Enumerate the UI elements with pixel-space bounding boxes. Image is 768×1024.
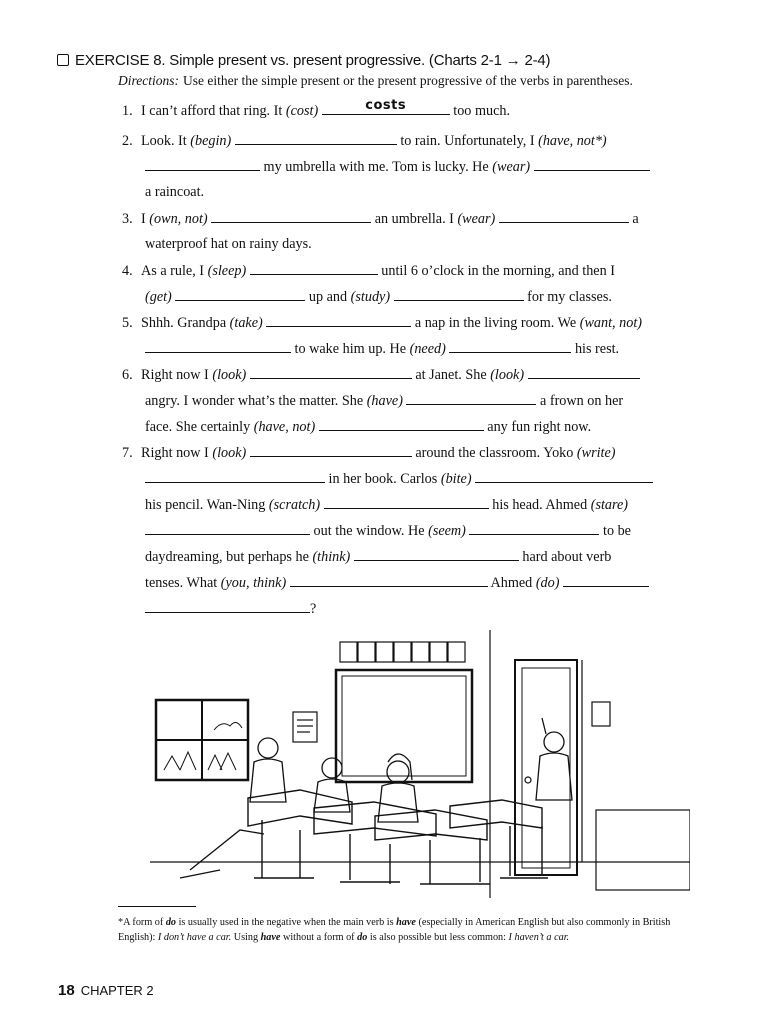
item-5-line-2: to wake him up. He (need) his rest.: [145, 340, 619, 358]
item-7-line-5: daydreaming, but perhaps he (think) hard about verb: [145, 549, 612, 565]
item-5-line-1: 5. Shhh. Grandpa (take) a nap in the living room. We (want, not): [122, 315, 642, 331]
answer-blank[interactable]: [563, 574, 649, 587]
students: [180, 718, 572, 878]
item-4-line-1: 4. As a rule, I (sleep) until 6 o’clock in the morning, and then I: [122, 263, 615, 279]
window: [156, 700, 248, 780]
item-3-line-1: 3. I (own, not) an umbrella. I (wear) a: [122, 211, 639, 227]
answer-blank[interactable]: [449, 340, 571, 353]
answer-blank[interactable]: [250, 444, 412, 457]
answer-blank[interactable]: [145, 470, 325, 483]
answer-blank[interactable]: [145, 340, 291, 353]
answer-blank[interactable]: [475, 470, 653, 483]
answer-blank[interactable]: [290, 574, 488, 587]
item-2-line-2: my umbrella with me. Tom is lucky. He (wear): [145, 158, 650, 176]
answer-blank[interactable]: [322, 98, 450, 115]
classroom-illustration: [150, 630, 690, 898]
directions: Directions: Use either the simple present or the present progressive of the verbs in parentheses.: [118, 73, 633, 88]
item-6-line-2: angry. I wonder what’s the matter. She (have) a frown on her: [145, 393, 624, 409]
item-2-line-1: 2. Look. It (begin) to rain. Unfortunately, I (have, not*): [122, 133, 607, 149]
answer-blank[interactable]: [469, 522, 599, 535]
answer-blank[interactable]: [266, 314, 411, 327]
alphabet-cards: [340, 642, 465, 662]
answer-blank[interactable]: [406, 392, 536, 405]
answer-blank[interactable]: [250, 262, 378, 275]
exercise-title: EXERCISE 8. Simple present vs. present progressive. (Charts 2-1 → 2-4): [57, 52, 550, 69]
student-desks: [248, 790, 548, 884]
page-number: 18: [58, 982, 75, 999]
chapter-label: CHAPTER 2: [80, 983, 154, 998]
item-2-line-3: a raincoat.: [145, 184, 205, 200]
item-7-line-6: tenses. What (you, think) Ahmed (do): [145, 574, 649, 592]
answer-blank[interactable]: [145, 522, 310, 535]
answer-blank[interactable]: [354, 548, 519, 561]
item-1-line-1: 1. I can’t afford that ring. It (cost) costs too much.: [122, 98, 511, 119]
item-7-line-3: his pencil. Wan-Ning (scratch) his head. Ahmed (stare): [145, 497, 629, 513]
answer-blank[interactable]: [250, 366, 412, 379]
item-6-line-1: 6. Right now I (look) at Janet. She (look): [122, 366, 640, 384]
item-7-line-4: out the window. He (seem) to be: [145, 522, 631, 540]
answer-blank[interactable]: [528, 366, 640, 379]
item-7-line-2: in her book. Carlos (bite): [145, 470, 653, 488]
answer-blank[interactable]: [235, 132, 397, 145]
answer-blank[interactable]: [394, 288, 524, 301]
checkbox-icon: [57, 54, 69, 66]
answer-blank[interactable]: [175, 288, 305, 301]
answer-blank[interactable]: [211, 210, 371, 223]
answer-blank[interactable]: [499, 210, 629, 223]
item-3-line-2: waterproof hat on rainy days.: [145, 236, 312, 252]
answer-blank[interactable]: [319, 418, 484, 431]
item-4-line-2: (get) up and (study) for my classes.: [145, 289, 612, 305]
answer-blank[interactable]: [534, 158, 650, 171]
answer-blank[interactable]: [145, 158, 260, 171]
answer-blank[interactable]: [324, 496, 489, 509]
page-footer: [58, 982, 154, 999]
answer-blank[interactable]: [145, 600, 310, 613]
footnote: *A form of do is usually used in the negative when the main verb is have (especially in American English but also commonly in British English): I don’t have a car. Using have without a form of do is also possible but less common: I haven’t a car.: [118, 917, 671, 943]
item-7-line-7: ?: [145, 600, 316, 618]
footnote-rule: [118, 906, 196, 907]
item-7-line-1: 7. Right now I (look) around the classroom. Yoko (write): [122, 445, 616, 461]
handwritten-answer: costs: [365, 98, 407, 113]
item-6-line-3: face. She certainly (have, not) any fun right now.: [145, 419, 592, 435]
